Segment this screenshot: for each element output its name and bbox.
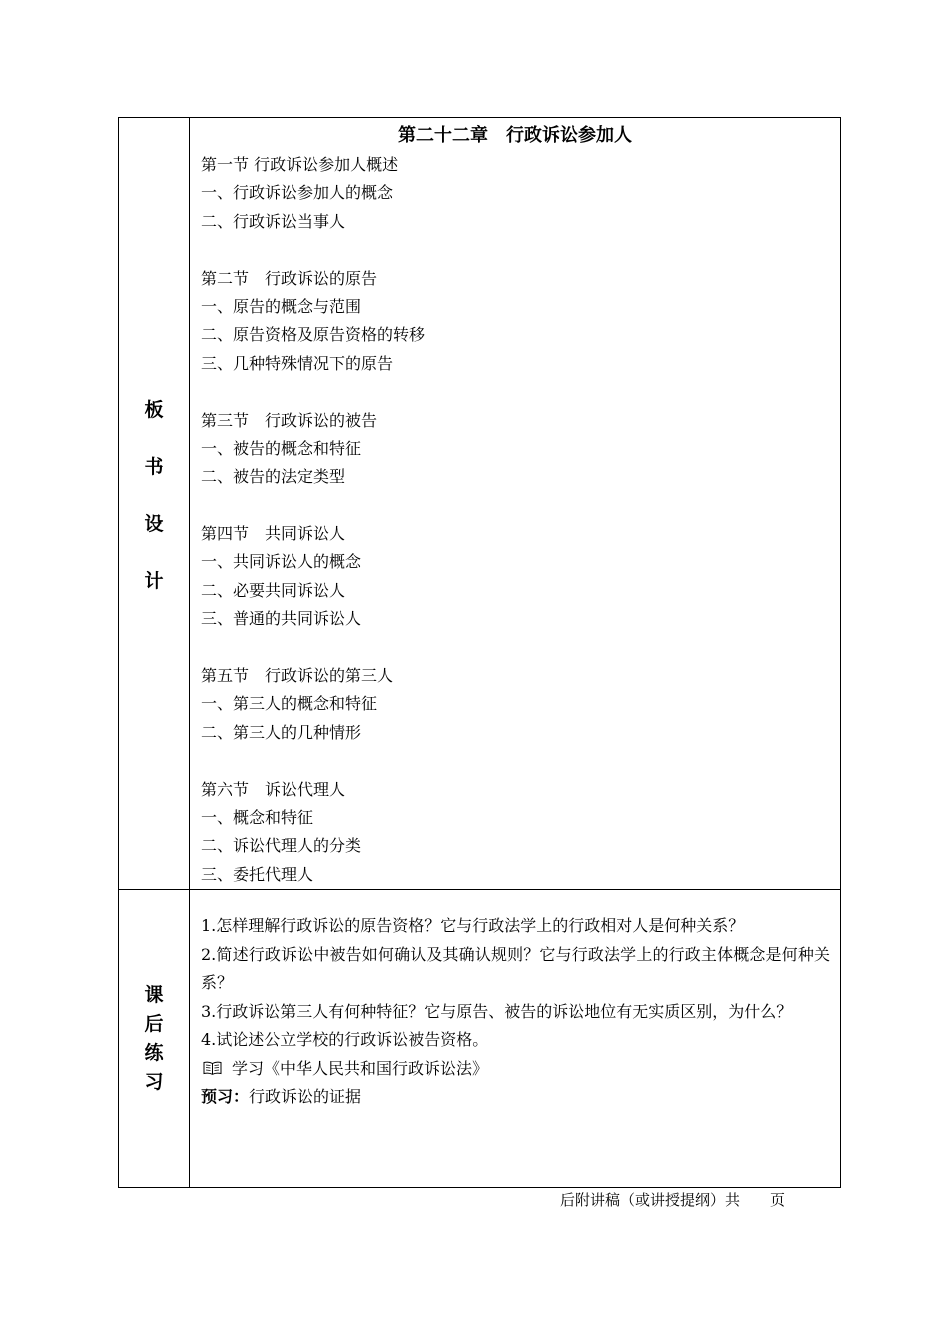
lesson-plan-table: [118, 117, 841, 1188]
exercise-item: 1.怎样理解行政诉讼的原告资格？它与行政法学上的行政相对人是何种关系？: [201, 916, 745, 936]
outline-line: 三、委托代理人: [201, 864, 314, 884]
outline-line: 二、原告资格及原告资格的转移: [201, 325, 426, 345]
outline-line: 二、被告的法定类型: [201, 467, 346, 487]
footer-note: 后附讲稿（或讲授提纲）共 页: [560, 1191, 786, 1209]
study-line: [201, 1055, 830, 1084]
outline-line: 二、诉讼代理人的分类: [201, 836, 362, 856]
outline-line: 一、第三人的概念和特征: [201, 694, 378, 714]
preview-text: 行政诉讼的证据: [249, 1087, 362, 1107]
board-design-content: [190, 118, 841, 890]
exercises-label-char: 后: [144, 1012, 164, 1035]
outline-line: 三、普通的共同诉讼人: [201, 609, 362, 629]
board-design-row: [119, 118, 841, 890]
board-label-char: 板: [144, 398, 164, 421]
outline-line: 第六节 诉讼代理人: [201, 779, 346, 799]
exercises-content: [190, 890, 841, 1188]
study-text: 学习《中华人民共和国行政诉讼法》: [232, 1058, 489, 1078]
outline-line: 一、原告的概念与范围: [201, 296, 362, 316]
book-icon: [203, 1056, 222, 1070]
exercises-label-char: 习: [144, 1070, 164, 1093]
outline-spacer: [201, 634, 840, 662]
board-design-label: [119, 118, 190, 890]
outline-line: 第一节 行政诉讼参加人概述: [201, 155, 399, 174]
outline-spacer: [201, 378, 840, 406]
board-label-char: 书: [144, 455, 164, 478]
outline-line: 二、必要共同诉讼人: [201, 580, 346, 600]
outline-spacer: [201, 492, 840, 520]
board-label-char: 设: [144, 512, 164, 535]
preview-label: 预习：: [201, 1087, 250, 1107]
outline-line: 一、行政诉讼参加人的概念: [201, 183, 394, 203]
outline-line: 第二节 行政诉讼的原告: [201, 268, 378, 288]
outline-line: 二、第三人的几种情形: [201, 722, 362, 742]
board-label-char: 计: [144, 569, 164, 592]
exercise-item: 4.试论述公立学校的行政诉讼被告资格。: [201, 1030, 489, 1050]
outline-line: 第四节 共同诉讼人: [201, 524, 346, 544]
exercises-label-char: 练: [144, 1041, 164, 1064]
outline-line: 一、被告的概念和特征: [201, 438, 362, 458]
exercises-label-char: 课: [144, 983, 164, 1006]
outline-line: 二、行政诉讼当事人: [201, 211, 346, 231]
exercises-row: [119, 890, 841, 1188]
outline-spacer: [201, 747, 840, 775]
outline-line: 三、几种特殊情况下的原告: [201, 353, 394, 373]
outline-line: 第三节 行政诉讼的被告: [201, 410, 378, 430]
outline-spacer: [201, 236, 840, 264]
exercise-item: 2.简述行政诉讼中被告如何确认及其确认规则？它与行政法学上的行政主体概念是何种关系？: [201, 944, 830, 993]
exercises-label: [119, 890, 190, 1188]
outline-line: 第五节 行政诉讼的第三人: [201, 666, 394, 686]
preview-line: [201, 1083, 830, 1112]
outline-line: 一、共同诉讼人的概念: [201, 552, 362, 572]
exercise-item: 3.行政诉讼第三人有何种特征？它与原告、被告的诉讼地位有无实质区别，为什么？: [201, 1001, 793, 1021]
chapter-title: 第二十二章 行政诉讼参加人: [398, 125, 632, 146]
outline-list: [201, 151, 840, 889]
outline-line: 一、概念和特征: [201, 807, 314, 827]
